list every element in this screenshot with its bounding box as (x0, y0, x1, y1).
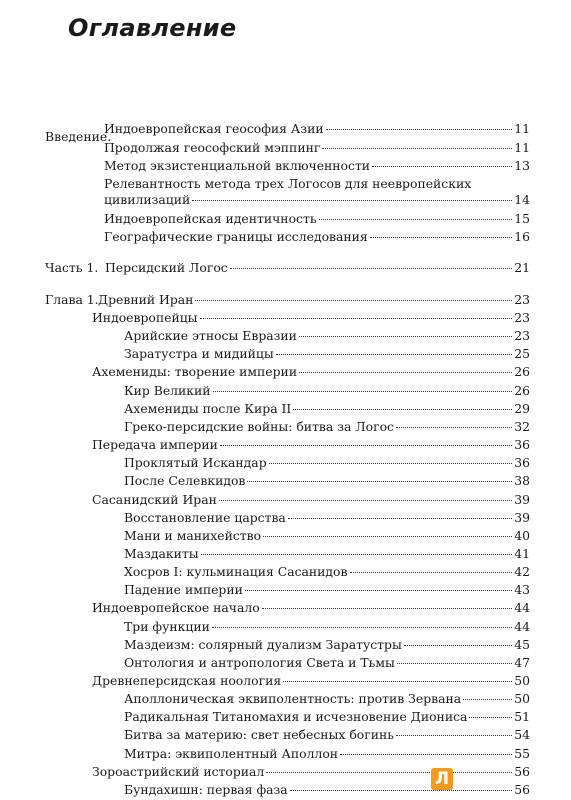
leader-dots (247, 481, 512, 482)
toc-label: Древний Иран (98, 292, 194, 307)
toc-page: 32 (514, 419, 530, 434)
toc-page: 14 (514, 192, 530, 207)
leader-dots (266, 772, 512, 773)
toc-label: Маздеизм: солярный дуализм Заратустры (124, 637, 402, 652)
page-title: Оглавление (68, 14, 237, 42)
toc-page: 45 (514, 637, 530, 652)
leader-dots (269, 463, 513, 464)
toc-page: 13 (514, 158, 530, 173)
leader-dots (463, 699, 512, 700)
toc-page: 43 (514, 582, 530, 597)
toc-page: 44 (514, 619, 530, 634)
leader-dots (290, 790, 513, 791)
toc-page: 36 (514, 437, 530, 452)
toc-page: 39 (514, 492, 530, 507)
toc-page: 26 (514, 383, 530, 398)
part-prefix: Часть 1. (45, 260, 99, 275)
toc-label: Проклятый Искандар (124, 455, 267, 470)
leader-dots (200, 318, 513, 319)
toc-label: Кир Великий (124, 383, 211, 398)
toc-page: 21 (514, 260, 530, 275)
leader-dots (372, 166, 512, 167)
toc-page: 56 (514, 764, 530, 779)
toc-label: Восстановление царства (124, 510, 286, 525)
toc-page: 40 (514, 528, 530, 543)
leader-dots (263, 536, 512, 537)
toc-label: Маздакиты (124, 546, 199, 561)
toc-label: Заратустра и мидийцы (124, 346, 274, 361)
toc-label: Радикальная Титаномахия и исчезновение Диониса (124, 709, 468, 724)
toc-label: Греко-персидские войны: битва за Логос (124, 419, 394, 434)
leader-dots (404, 645, 512, 646)
leader-dots (276, 354, 513, 355)
toc-page: 42 (514, 564, 530, 579)
toc-page: 51 (514, 709, 530, 724)
leader-dots (319, 219, 513, 220)
toc-label: Персидский Логос (105, 260, 228, 275)
leader-dots (230, 268, 512, 269)
toc-label: После Селевкидов (124, 473, 246, 488)
toc-page: 15 (514, 211, 530, 226)
toc-page: 55 (514, 746, 530, 761)
toc-page: 39 (514, 510, 530, 525)
toc-page: 25 (514, 346, 530, 361)
toc-page: 47 (514, 655, 530, 670)
chapter-prefix: Глава 1. (45, 292, 99, 307)
toc-page: 23 (514, 328, 530, 343)
toc-page: 23 (514, 310, 530, 325)
leader-dots (293, 409, 512, 410)
toc-page: 50 (514, 673, 530, 688)
toc-page: 16 (514, 229, 530, 244)
leader-dots (396, 427, 512, 428)
toc-page: 41 (514, 546, 530, 561)
leader-dots (283, 681, 512, 682)
toc-page: 50 (514, 691, 530, 706)
toc-label: Продолжая геософский мэппинг (104, 140, 321, 155)
toc-label: Зороастрийский историал (92, 764, 265, 779)
toc-label: Индоевропейское начало (92, 600, 260, 615)
toc-page: 56 (514, 782, 530, 797)
toc-page: 26 (514, 364, 530, 379)
leader-dots (219, 500, 512, 501)
leader-dots (340, 754, 512, 755)
toc-label: Бундахишн: первая фаза (124, 782, 288, 797)
toc-label: Сасанидский Иран (92, 492, 217, 507)
leader-dots (396, 735, 512, 736)
leader-dots (370, 237, 512, 238)
leader-dots (262, 608, 513, 609)
toc-page: 36 (514, 455, 530, 470)
toc-page: 23 (514, 292, 530, 307)
leader-dots (322, 148, 512, 149)
toc-label: Индоевропейская идентичность (104, 211, 317, 226)
leader-dots (350, 572, 513, 573)
leader-dots (299, 336, 512, 337)
toc-page: 11 (514, 140, 530, 155)
leader-dots (326, 129, 513, 130)
toc-label: Метод экзистенциальной включенности (104, 158, 371, 173)
toc-label: Ахемениды: творение империи (92, 364, 298, 379)
toc-label: Древнеперсидская ноология (92, 673, 282, 688)
toc-label: Передача империи (92, 437, 218, 452)
toc-label: Арийские этносы Евразии (124, 328, 297, 343)
toc-label: Индоевропейская геософия Азии (104, 121, 324, 136)
leader-dots (212, 627, 512, 628)
toc-page: 38 (514, 473, 530, 488)
intro-prefix: Введение. (45, 129, 112, 144)
toc-label: Три функции (124, 619, 210, 634)
toc-label: Битва за материю: свет небесных богинь (124, 727, 394, 742)
leader-dots (245, 590, 512, 591)
leader-dots (288, 518, 512, 519)
toc-label: Митра: эквиполентный Аполлон (124, 746, 339, 761)
toc-page: 29 (514, 401, 530, 416)
toc-label-line1: Релевантность метода трех Логосов для неевропейских (104, 176, 472, 191)
toc-label: Мани и манихейство (124, 528, 262, 543)
litres-logo: Л (431, 768, 453, 790)
leader-dots (192, 200, 512, 201)
leader-dots (469, 717, 512, 718)
toc-page: 44 (514, 600, 530, 615)
leader-dots (213, 391, 513, 392)
toc-label: цивилизаций (104, 192, 191, 207)
leader-dots (397, 663, 512, 664)
toc-label: Онтология и антропология Света и Тьмы (124, 655, 395, 670)
toc-label: Индоевропейцы (92, 310, 198, 325)
leader-dots (195, 300, 512, 301)
leader-dots (299, 372, 512, 373)
toc-label: Аполлоническая эквиполентность: против Зервана (124, 691, 462, 706)
toc-label: Географические границы исследования (104, 229, 368, 244)
leader-dots (201, 554, 513, 555)
toc-label: Ахемениды после Кира II (124, 401, 292, 416)
toc-label: Падение империи (124, 582, 243, 597)
leader-dots (220, 445, 512, 446)
toc-label: Хосров I: кульминация Сасанидов (124, 564, 348, 579)
toc-page: 54 (514, 727, 530, 742)
toc-page: 11 (514, 121, 530, 136)
